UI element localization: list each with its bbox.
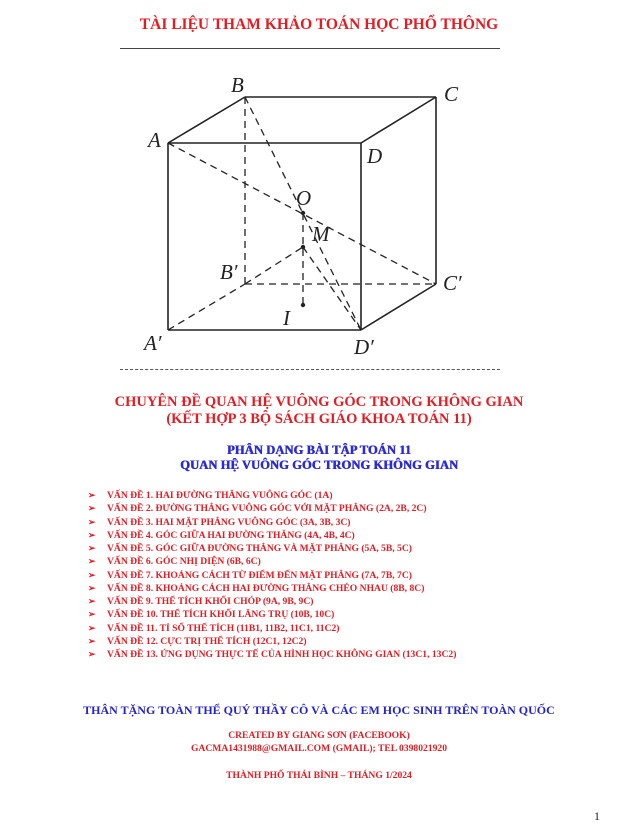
page-number: 1 <box>594 809 600 823</box>
credits <box>0 730 638 755</box>
figure-divider <box>120 369 500 370</box>
bullet-arrow-icon: ➢ <box>88 609 96 620</box>
bullet-arrow-icon: ➢ <box>88 582 96 593</box>
label-M: M <box>312 222 330 246</box>
bullet-arrow-icon: ➢ <box>88 529 96 540</box>
topic-title: CHUYÊN ĐỀ QUAN HỆ VUÔNG GÓC TRONG KHÔNG GIAN <box>114 394 524 410</box>
edge-DC <box>361 97 436 143</box>
bullet-arrow-icon: ➢ <box>88 622 96 633</box>
list-item: ➢ VẤN ĐỀ 12. CỰC TRỊ THỂ TÍCH (12C1, 12C2) <box>88 635 307 647</box>
list-item: ➢ VẤN ĐỀ 6. GÓC NHỊ DIỆN (6B, 6C) <box>88 556 261 568</box>
header-rule <box>120 48 500 49</box>
list-item: ➢ VẤN ĐỀ 10. THỂ TÍCH KHỐI LĂNG TRỤ (10B, 10C) <box>88 609 335 621</box>
bullet-arrow-icon: ➢ <box>88 516 96 527</box>
bullet-arrow-icon: ➢ <box>88 490 96 500</box>
label-B-prime: B′ <box>220 260 238 284</box>
label-A: A <box>148 128 161 152</box>
topic-subtitle: (KẾT HỢP 3 BỘ SÁCH GIÁO KHOA TOÁN 11) <box>166 411 472 427</box>
bullet-arrow-icon: ➢ <box>88 556 96 567</box>
city-date: THÀNH PHỐ THÁI BÌNH – THÁNG 1/2024 <box>226 770 412 781</box>
classification-heading <box>0 443 638 473</box>
segment-B1M <box>245 247 303 284</box>
credits-author: CREATED BY GIANG SƠN (FACEBOOK) <box>228 730 410 741</box>
label-B: B <box>231 73 244 97</box>
credits-contact: GACMA1431988@GMAIL.COM (GMAIL); TEL 0398021920 <box>190 742 448 754</box>
list-item: ➢ VẤN ĐỀ 7. KHOẢNG CÁCH TỪ ĐIỂM ĐẾN MẶT PHẲNG (7A, 7B, 7C) <box>88 569 412 581</box>
bullet-arrow-icon: ➢ <box>88 596 96 606</box>
label-O: O <box>296 186 312 210</box>
topic-heading <box>0 394 638 428</box>
edge-A1B1 <box>168 284 245 330</box>
segment-MD1 <box>303 247 361 330</box>
label-D-prime: D′ <box>354 335 374 359</box>
list-item: ➢ VẤN ĐỀ 2. ĐƯỜNG THẲNG VUÔNG GÓC VỚI MẶT PHẲNG (2A, 2B, 2C) <box>88 503 427 515</box>
list-item: ➢ VẤN ĐỀ 1. HAI ĐƯỜNG THẲNG VUÔNG GÓC (1A) <box>88 490 333 501</box>
label-C-prime: C′ <box>443 271 462 295</box>
bullet-arrow-icon: ➢ <box>88 543 96 553</box>
edge-AB <box>168 97 245 143</box>
bullet-arrow-icon: ➢ <box>88 649 96 659</box>
list-item: ➢ VẤN ĐỀ 13. ỨNG DỤNG THỰC TẾ CỦA HÌNH HỌC KHÔNG GIAN (13C1, 13C2) <box>88 649 457 660</box>
point-I <box>301 303 305 307</box>
list-item: ➢ VẤN ĐỀ 5. GÓC GIỮA ĐƯỜNG THẲNG VÀ MẶT PHẲNG (5A, 5B, 5C) <box>88 543 412 554</box>
label-D: D <box>367 144 383 168</box>
cube-figure <box>0 60 638 360</box>
classification-line-1: PHÂN DẠNG BÀI TẬP TOÁN 11 <box>226 443 412 457</box>
list-item: ➢ VẤN ĐỀ 8. KHOẢNG CÁCH HAI ĐƯỜNG THẲNG CHÉO NHAU (8B, 8C) <box>88 582 425 594</box>
classification-line-2: QUAN HỆ VUÔNG GÓC TRONG KHÔNG GIAN <box>180 458 458 472</box>
point-O <box>301 211 305 215</box>
bullet-arrow-icon: ➢ <box>88 569 96 580</box>
list-item: ➢ VẤN ĐỀ 11. TỈ SỐ THỂ TÍCH (11B1, 11B2, 11C1, 11C2) <box>88 622 340 634</box>
topics-list <box>88 489 608 661</box>
edge-D1C1 <box>361 284 436 330</box>
label-A-prime: A′ <box>144 331 162 355</box>
label-C: C <box>444 82 459 106</box>
label-I: I <box>283 306 290 330</box>
point-M <box>301 245 305 249</box>
list-item: ➢ VẤN ĐỀ 9. THỂ TÍCH KHỐI CHÓP (9A, 9B, 9C) <box>88 596 314 607</box>
document-header-title: TÀI LIỆU THAM KHẢO TOÁN HỌC PHỔ THÔNG <box>139 16 499 33</box>
bullet-arrow-icon: ➢ <box>88 503 96 514</box>
bullet-arrow-icon: ➢ <box>88 635 96 646</box>
dedication-text: THÂN TẶNG TOÀN THỂ QUÝ THẦY CÔ VÀ CÁC EM HỌC SINH TRÊN TOÀN QUỐC <box>83 703 555 717</box>
list-item: ➢ VẤN ĐỀ 4. GÓC GIỮA HAI ĐƯỜNG THẲNG (4A, 4B, 4C) <box>88 529 355 541</box>
list-item: ➢ VẤN ĐỀ 3. HAI MẶT PHẲNG VUÔNG GÓC (3A, 3B, 3C) <box>88 516 351 528</box>
